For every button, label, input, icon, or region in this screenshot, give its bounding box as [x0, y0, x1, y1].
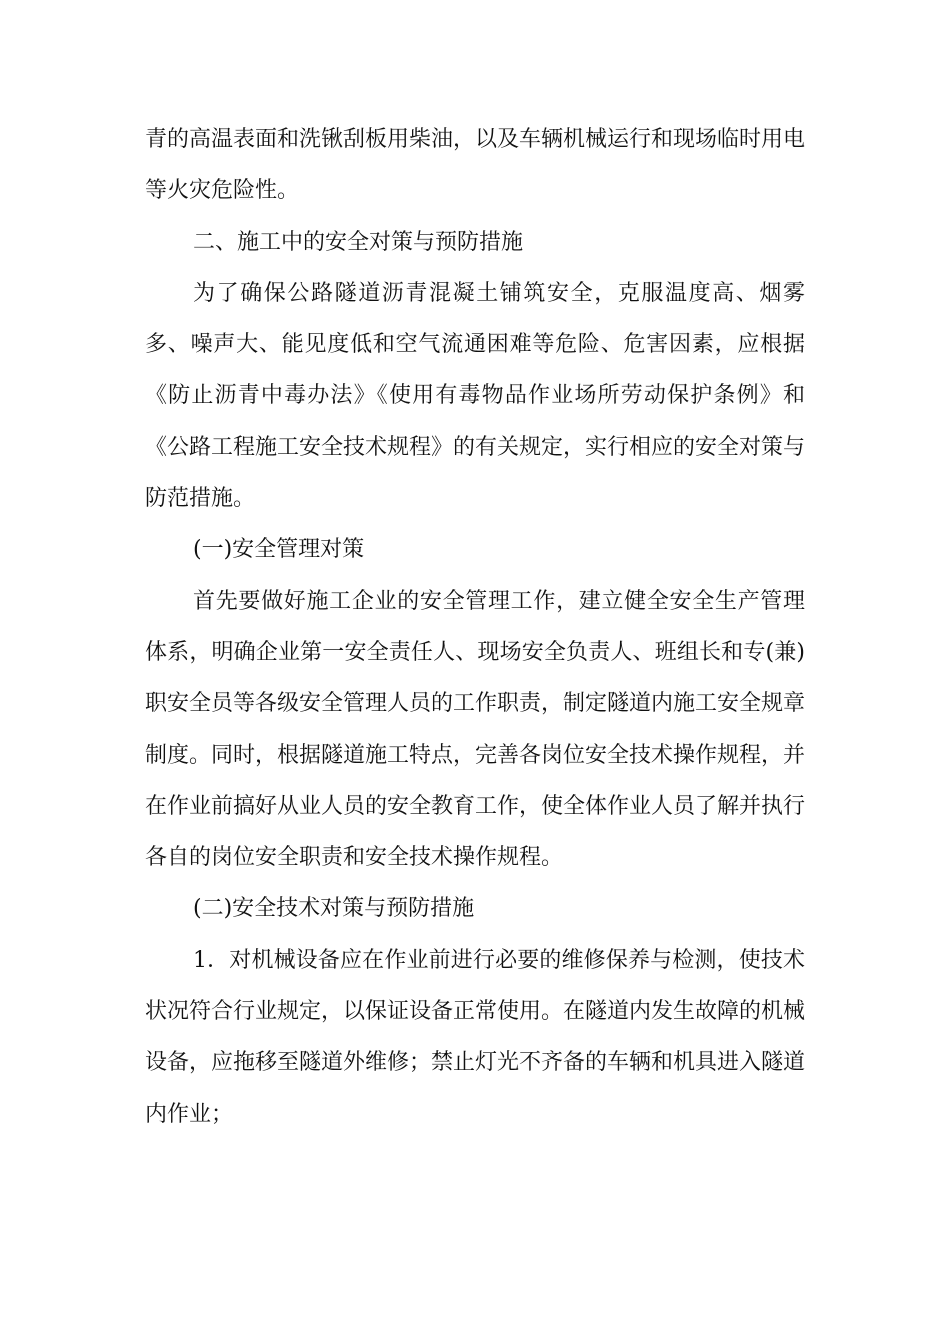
paragraph-management: 首先要做好施工企业的安全管理工作，建立健全安全生产管理体系，明确企业第一安全责任人、现场安全负责人、班组长和专(兼)职安全员等各级安全管理人员的工作职责，制定隧道内施工安全规章制度。同时，根据隧道施工特点，完善各岗位安全技术操作规程，并在作业前搞好从业人员的安全教育工作，使全体作业人员了解并执行各自的岗位安全职责和安全技术操作规程。	[145, 588, 806, 871]
document-body	[145, 114, 805, 1140]
paragraph-intro: 为了确保公路隧道沥青混凝土铺筑安全，克服温度高、烟雾多、噪声大、能见度低和空气流通困难等危险、危害因素，应根据《防止沥青中毒办法》《使用有毒物品作业场所劳动保护条例》和《公路工程施工安全技术规程》的有关规定，实行相应的安全对策与防范措施。	[145, 280, 806, 512]
section-heading-2: 二、施工中的安全对策与预防措施	[193, 229, 524, 255]
subsection-heading-1: (一)安全管理对策	[193, 537, 365, 563]
paragraph-continued: 青的高温表面和洗锹刮板用柴油，以及车辆机械运行和现场临时用电等火灾危险性。	[145, 127, 806, 204]
paragraph-item-1: 1．对机械设备应在作业前进行必要的维修保养与检测，使技术状况符合行业规定，以保证设备正常使用。在隧道内发生故障的机械设备，应拖移至隧道外维修；禁止灯光不齐备的车辆和机具进入隧道内作业；	[145, 947, 806, 1127]
subsection-heading-2: (二)安全技术对策与预防措施	[193, 896, 475, 922]
